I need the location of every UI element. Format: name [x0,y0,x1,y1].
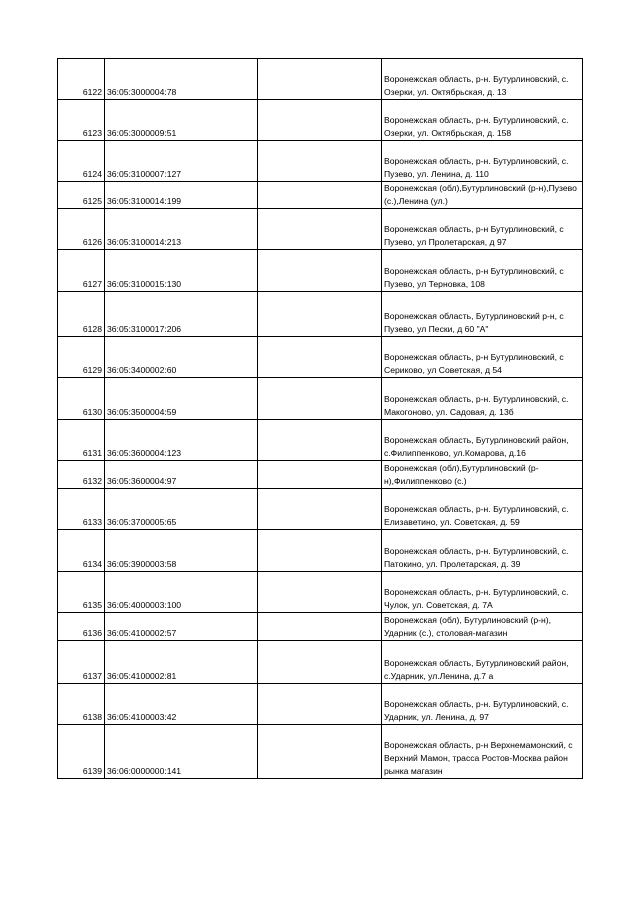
table-row [58,572,583,613]
row-number: 6138 [58,684,105,725]
empty-cell [258,725,382,779]
table-row [58,292,583,337]
row-number: 6124 [58,141,105,182]
empty-cell [258,209,382,250]
empty-cell [258,292,382,337]
empty-cell [258,250,382,292]
cadastral-number: 36:05:3700005:65 [105,489,258,530]
empty-cell [258,182,382,209]
table-row [58,141,583,182]
address-cell: Воронежская область, Бутурлиновский район, с.Филиппенково, ул.Комарова, д.16 [382,420,583,461]
address-cell: Воронежская область, р-н Верхнемамонский, с Верхний Мамон, трасса Ростов-Москва район рынка магазин [382,725,583,779]
empty-cell [258,613,382,641]
table-row [58,613,583,641]
address-cell: Воронежская область, р-н Бутурлиновский, с Сериково, ул Советская, д 54 [382,337,583,378]
address-cell: Воронежская область, Бутурлиновский р-н, с Пузево, ул Пески, д 60 "А" [382,292,583,337]
row-number: 6126 [58,209,105,250]
address-cell: Воронежская область, р-н. Бутурлиновский, с. Елизаветино, ул. Советская, д. 59 [382,489,583,530]
registry-table [57,58,583,779]
cadastral-number: 36:05:3600004:123 [105,420,258,461]
address-cell: Воронежская область, р-н Бутурлиновский, с Пузево, ул Пролетарская, д 97 [382,209,583,250]
empty-cell [258,684,382,725]
address-cell: Воронежская область, р-н. Бутурлиновский, с. Чулок, ул. Советская, д. 7А [382,572,583,613]
cadastral-number: 36:05:3100014:213 [105,209,258,250]
row-number: 6122 [58,59,105,100]
table-row [58,530,583,572]
empty-cell [258,572,382,613]
row-number: 6139 [58,725,105,779]
row-number: 6133 [58,489,105,530]
row-number: 6135 [58,572,105,613]
address-cell: Воронежская область, р-н. Бутурлиновский, с. Ударник, ул. Ленина, д. 97 [382,684,583,725]
table-row [58,59,583,100]
cadastral-number: 36:05:4100002:81 [105,641,258,684]
address-cell: Воронежская область, р-н. Бутурлиновский, с. Патокино, ул. Пролетарская, д. 39 [382,530,583,572]
row-number: 6130 [58,378,105,420]
empty-cell [258,461,382,489]
cadastral-number: 36:05:3000009:51 [105,100,258,141]
row-number: 6123 [58,100,105,141]
empty-cell [258,100,382,141]
cadastral-number: 36:05:3900003:58 [105,530,258,572]
cadastral-number: 36:06:0000000:141 [105,725,258,779]
cadastral-number: 36:05:4000003:100 [105,572,258,613]
cadastral-number: 36:05:3400002:60 [105,337,258,378]
cadastral-number: 36:05:3100015:130 [105,250,258,292]
empty-cell [258,489,382,530]
table-row [58,489,583,530]
address-cell: Воронежская область, р-н Бутурлиновский, с Пузево, ул Терновка, 108 [382,250,583,292]
table-row [58,641,583,684]
empty-cell [258,141,382,182]
empty-cell [258,641,382,684]
address-cell: Воронежская область, р-н. Бутурлиновский, с. Пузево, ул. Ленина, д. 110 [382,141,583,182]
empty-cell [258,420,382,461]
cadastral-number: 36:05:3100017:206 [105,292,258,337]
address-cell: Воронежская область, р-н. Бутурлиновский, с. Макогоново, ул. Садовая, д. 13б [382,378,583,420]
table-row [58,461,583,489]
cadastral-number: 36:05:4100003:42 [105,684,258,725]
address-cell: Воронежская область, р-н. Бутурлиновский, с. Озерки, ул. Октябрьская, д. 158 [382,100,583,141]
table-row [58,684,583,725]
address-cell: Воронежская область, Бутурлиновский район, с.Ударник, ул.Ленина, д.7 а [382,641,583,684]
address-cell: Воронежская (обл),Бутурлиновский (р-н),Филиппенково (с.) [382,461,583,489]
row-number: 6127 [58,250,105,292]
table-row [58,209,583,250]
address-cell: Воронежская (обл),Бутурлиновский (р-н),Пузево (с.),Ленина (ул.) [382,182,583,209]
row-number: 6134 [58,530,105,572]
cadastral-number: 36:05:4100002:57 [105,613,258,641]
row-number: 6137 [58,641,105,684]
address-cell: Воронежская область, р-н. Бутурлиновский, с. Озерки, ул. Октябрьская, д. 13 [382,59,583,100]
table-row [58,100,583,141]
cadastral-number: 36:05:3100014:199 [105,182,258,209]
table-row [58,420,583,461]
cadastral-number: 36:05:3000004:78 [105,59,258,100]
table-row [58,337,583,378]
empty-cell [258,337,382,378]
table-row [58,378,583,420]
row-number: 6125 [58,182,105,209]
cadastral-number: 36:05:3500004:59 [105,378,258,420]
cadastral-number: 36:05:3100007:127 [105,141,258,182]
table-row [58,250,583,292]
empty-cell [258,59,382,100]
row-number: 6132 [58,461,105,489]
table-row [58,182,583,209]
row-number: 6128 [58,292,105,337]
empty-cell [258,530,382,572]
cadastral-number: 36:05:3600004:97 [105,461,258,489]
row-number: 6129 [58,337,105,378]
row-number: 6136 [58,613,105,641]
row-number: 6131 [58,420,105,461]
address-cell: Воронежская (обл), Бутурлиновский (р-н), Ударник (с.), столовая-магазин [382,613,583,641]
empty-cell [258,378,382,420]
table-row [58,725,583,779]
